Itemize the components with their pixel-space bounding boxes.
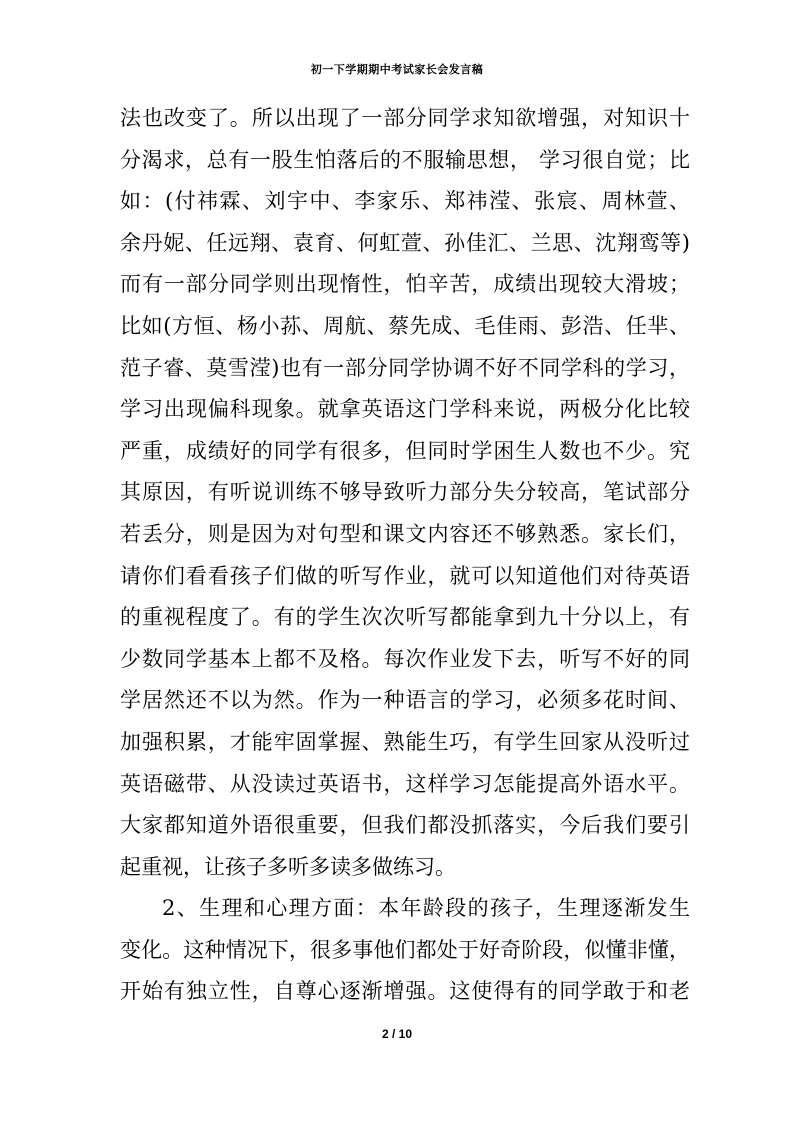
text-line: 开始有独立性，自尊心逐渐增强。这使得有的同学敢于和老	[120, 979, 690, 1004]
text-line: 分渴求，总有一股生怕落后的不服输思想， 学习很自觉；比	[120, 147, 690, 172]
text-line: 而有一部分同学则出现惰性，怕辛苦，成绩出现较大滑坡；	[120, 272, 690, 297]
section-heading-line: 2、生理和心理方面：本年龄段的孩子，生理逐渐发生	[162, 896, 690, 921]
document-header-title: 初一下学期期中考试家长会发言稿	[310, 63, 484, 76]
text-line: 请你们看看孩子们做的听写作业，就可以知道他们对待英语	[120, 563, 690, 588]
text-line: 加强积累，才能牢固掌握、熟能生巧，有学生回家从没听过	[120, 729, 690, 754]
text-line: 范子睿、莫雪滢)也有一部分同学协调不好不同学科的学习，	[120, 355, 690, 380]
text-line: 学习出现偏科现象。就拿英语这门学科来说，两极分化比较	[120, 397, 690, 422]
text-line: 学居然还不以为然。作为一种语言的学习，必须多花时间、	[120, 688, 690, 713]
text-line: 若丢分，则是因为对句型和课文内容还不够熟悉。家长们，	[120, 521, 690, 546]
text-line: 变化。这种情况下，很多事他们都处于好奇阶段，似懂非懂，	[120, 937, 690, 962]
text-line: 法也改变了。所以出现了一部分同学求知欲增强，对知识十	[120, 106, 690, 130]
text-line: 严重，成绩好的同学有很多，但同时学困生人数也不少。究	[120, 438, 690, 463]
text-line: 余丹妮、任远翔、袁育、何虹萱、孙佳汇、兰思、沈翔鸾等)	[120, 230, 690, 255]
text-line: 少数同学基本上都不及格。每次作业发下去，听写不好的同	[120, 646, 690, 671]
page-number: 2 / 10	[381, 1027, 413, 1041]
text-line: 其原因，有听说训练不够导致听力部分失分较高，笔试部分	[120, 480, 690, 505]
text-line: 如：(付祎霖、刘宇中、李家乐、郑祎滢、张宸、周林萱、	[120, 189, 690, 214]
paragraph-end-line: 起重视，让孩子多听多读多做练习。	[120, 854, 456, 879]
text-line: 英语磁带、从没读过英语书，这样学习怎能提高外语水平。	[120, 771, 690, 796]
document-body	[120, 98, 690, 1013]
text-line: 比如(方恒、杨小荪、周航、蔡先成、毛佳雨、彭浩、任芈、	[120, 313, 690, 338]
text-line: 的重视程度了。有的学生次次听写都能拿到九十分以上，有	[120, 605, 690, 630]
text-line: 大家都知道外语很重要，但我们都没抓落实，今后我们要引	[120, 813, 690, 838]
